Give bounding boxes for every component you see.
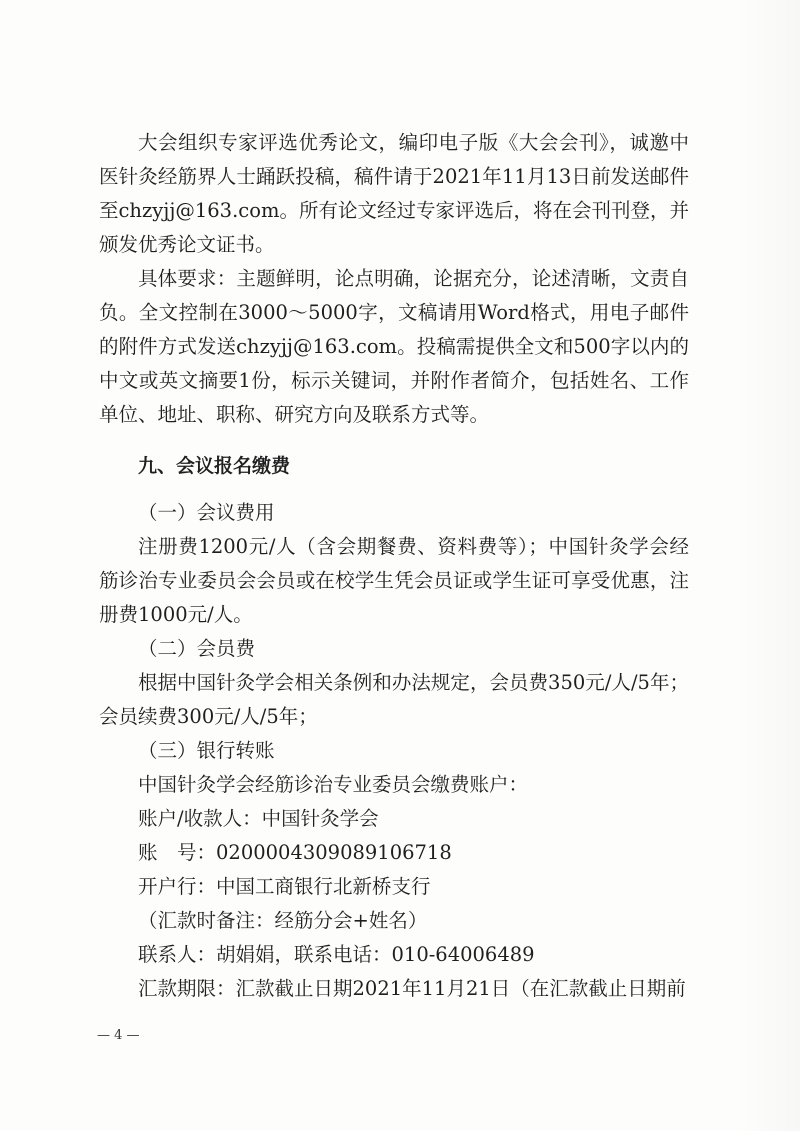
paper-submission-paragraph: 大会组织专家评选优秀论文，编印电子版《大会会刊》，诚邀中医针灸经筋界人士踊跃投稿，稿件请于2021年11月13日前发送邮件至chzyjj@163.com。所有论文经过专家评选后，将在会刊刊登，并颁发优秀论文证书。 bbox=[99, 131, 689, 256]
body-block-2 bbox=[99, 449, 689, 483]
bank-branch: 开户行：中国工商银行北新桥支行 bbox=[138, 875, 431, 898]
membership-fee-paragraph: 根据中国针灸学会相关条例和办法规定，会员费350元/人/5年；会员续费300元/人/5年； bbox=[99, 671, 689, 728]
account-name: 账户/收款人：中国针灸学会 bbox=[138, 807, 379, 830]
requirements-paragraph: 具体要求：主题鲜明，论点明确，论据充分，论述清晰，文责自负。全文控制在3000～5000字，文稿请用Word格式，用电子邮件的附件方式发送chzyjj@163.com。投稿需提供全文和500字以内的中文或英文摘要1份，标示关键词，并附作者简介，包括姓名、工作单位、地址、职称、研究方向及联系方式等。 bbox=[99, 267, 689, 426]
body-block-3 bbox=[99, 496, 689, 1006]
payment-deadline: 汇款期限：汇款截止日期2021年11月21日（在汇款截止日期前 bbox=[138, 977, 686, 1000]
registration-fee-paragraph: 注册费1200元/人（含会期餐费、资料费等）；中国针灸学会经筋诊治专业委员会会员或在校学生凭会员证或学生证可享受优惠，注册费1000元/人。 bbox=[99, 535, 689, 626]
account-number: 账 号：0200004309089106718 bbox=[138, 841, 452, 864]
body-block-1 bbox=[99, 126, 689, 432]
contact-info: 联系人：胡娟娟，联系电话：010-64006489 bbox=[138, 943, 535, 966]
page-number: — 4 — bbox=[97, 1028, 140, 1043]
subheading-membership-fee: （二）会员费 bbox=[138, 637, 256, 660]
subheading-conference-fee: （一）会议费用 bbox=[138, 501, 275, 524]
scan-edge-shading bbox=[740, 0, 800, 1131]
transfer-remark: （汇款时备注：经筋分会+姓名） bbox=[138, 909, 428, 932]
subheading-bank-transfer: （三）银行转账 bbox=[138, 739, 275, 762]
bank-account-intro: 中国针灸学会经筋诊治专业委员会缴费账户： bbox=[138, 773, 529, 796]
section-heading-registration: 九、会议报名缴费 bbox=[138, 455, 291, 477]
